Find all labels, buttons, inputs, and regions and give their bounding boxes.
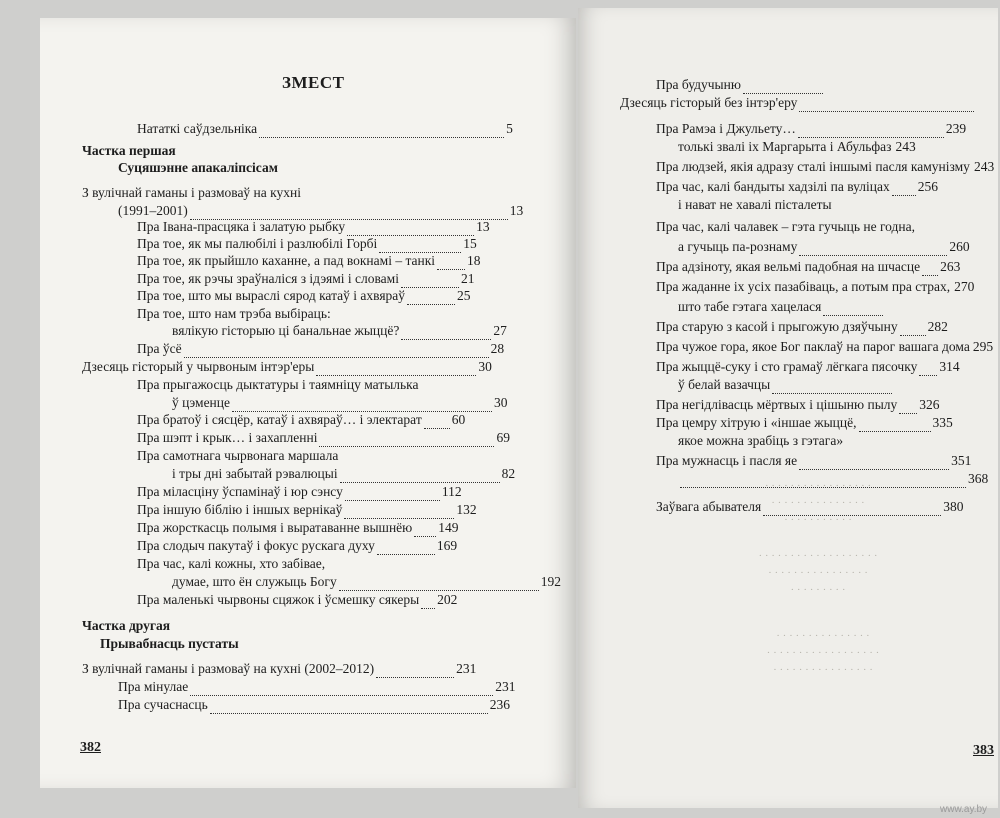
toc-entry: думае, што ён служыць Богу 192 xyxy=(172,574,561,589)
part-title: Суцяшэнне апакаліпсісам xyxy=(118,160,278,175)
toc-entry: Пра ўсё 28 xyxy=(137,341,505,356)
toc-entry: Пра цемру хітрую і «іншае жыццё, 335 xyxy=(656,415,953,430)
page-number: 382 xyxy=(80,740,101,755)
left-page xyxy=(40,18,576,788)
toc-entry: Пра шэпт і крык… і захапленні 69 xyxy=(137,430,510,445)
toc-entry: З вулічнай гаманы і размоваў на кухні xyxy=(82,185,301,200)
toc-entry: якое можна зрабіць з гэтага» xyxy=(678,433,844,448)
page-number: 383 xyxy=(973,743,994,758)
toc-entry: Пра жорсткасць полымя і выратаванне вышнёю 149 xyxy=(137,520,459,535)
toc-entry: Пра мінулае 231 xyxy=(118,679,516,694)
toc-entry: Пра міласціну ўспамінаў і юр сэнсу 112 xyxy=(137,484,462,499)
toc-entry: Пра час, калі бандыты хадзілі па вуліцах 256 xyxy=(656,179,938,194)
watermark: www.ay.by xyxy=(940,804,988,815)
toc-entry: Пра тое, як прыйшло каханне, а пад вокнамі – танкі 18 xyxy=(137,253,481,268)
toc-entry: Нататкі саўдзельніка 5 xyxy=(137,121,513,136)
toc-entry: Пра адзіноту, якая вельмі падобная на шчасце 263 xyxy=(656,259,961,274)
toc-entry: Пра тое, як рэчы зраўналіся з ідэямі і словамі 21 xyxy=(137,271,475,286)
show-through-text: · · · · · · · · · · · · · · · · · · · · · · · · · · · · · · · · · · · · · · · · · · · xyxy=(764,480,872,526)
toc-entry: Пра прыгажосць дыктатуры і таямніцу матылька xyxy=(137,377,419,392)
toc-entry: Пра людзей, якія адразу сталі іншымі пасля камунізму 243 xyxy=(656,159,995,174)
toc-entry: Пра тое, што нам трэба выбіраць: xyxy=(137,306,331,321)
toc-entry: і нават не хавалі пісталеты xyxy=(678,197,832,212)
toc-entry: Дзесяць гісторый у чырвоным інтэр'еры 30 xyxy=(82,359,492,374)
toc-entry: Пра жаданне іх усіх пазабіваць, а потым пра страх, 270 xyxy=(656,279,975,294)
toc-entry: толькі звалі іх Маргарыта і Абульфаз 243 xyxy=(678,139,916,154)
toc-entry: Пра старую з касой і прыгожую дзяўчыну 282 xyxy=(656,319,948,334)
toc-entry: Пра мужнасць і пасля яе 351 xyxy=(656,453,972,468)
part-label: Частка першая xyxy=(82,143,176,158)
right-page xyxy=(578,8,998,815)
part-label: Частка другая xyxy=(82,618,171,633)
toc-entry: Дзесяць гісторый без інтэр'еру xyxy=(620,94,976,112)
toc-entry: Пра тое, што мы выраслі сярод катаў і ахвяраў 25 xyxy=(137,288,471,303)
toc-entry: Пра час, калі кожны, хто забівае, xyxy=(137,556,326,571)
toc-entry: Пра самотнага чырвонага маршала xyxy=(137,448,339,463)
show-through-text: · · · · · · · · · · · · · · · · · · · · · · · · · · · · · · · · · · · · · · · · · · · · xyxy=(758,550,878,596)
toc-entry: Пра слодыч пакутаў і фокус рускага духу 169 xyxy=(137,538,458,553)
show-through-text: · · · · · · · · · · · · · · · · · · · · · · · · · · · · · · · · · · · · · · · · · · · · · · · · · xyxy=(766,630,880,676)
page-title: ЗМЕСТ xyxy=(282,73,345,92)
toc-entry: вялікую гісторыю ці банальнае жыццё? 27 xyxy=(172,323,507,338)
toc-entry: (1991–2001) 13 xyxy=(118,203,524,218)
toc-entry: Пра час, калі чалавек – гэта гучыць не годна, xyxy=(656,219,915,234)
toc-entry: а гучыць па-рознаму 260 xyxy=(678,239,970,254)
toc-entry: Пра маленькі чырвоны сцяжок і ўсмешку сякеры 202 xyxy=(137,592,458,607)
toc-entry: Пра іншую біблію і іншых вернікаў 132 xyxy=(137,502,477,517)
toc-entry: 368 xyxy=(678,470,988,488)
toc-entry: Пра Івана-прасцяка і залатую рыбку 13 xyxy=(137,219,490,234)
toc-entry: ў белай вазачцы xyxy=(678,376,894,394)
toc-entry: Пра жыццё-суку і сто грамаў лёгкага пясочку 314 xyxy=(656,359,960,374)
toc-entry: Заўвага абывателя 380 xyxy=(656,499,964,514)
toc-entry: Пра братоў і сясцёр, катаў і ахвяраў… і электарат 60 xyxy=(137,412,466,427)
toc-entry: Пра Рамэа і Джульету… 239 xyxy=(656,121,967,136)
part-title: Прывабнасць пустаты xyxy=(100,636,239,651)
toc-entry: і тры дні забытай рэвалюцыі 82 xyxy=(172,466,516,481)
toc-entry: што табе гэтага хацелася xyxy=(678,298,885,316)
toc-entry: Пра сучаснасць 236 xyxy=(118,697,511,712)
toc-entry: ў цэменце 30 xyxy=(172,395,508,410)
toc-entry: Пра негідлівасць мёртвых і цішыню пылу 326 xyxy=(656,397,940,412)
toc-entry: Пра чужое гора, якое Бог паклаў на парог вашага дома 295 xyxy=(656,339,994,354)
toc-entry: Пра будучыню xyxy=(656,76,825,94)
toc-entry: Пра тое, як мы палюбілі і разлюбілі Горбі 15 xyxy=(137,236,477,251)
toc-entry: З вулічнай гаманы і размоваў на кухні (2002–2012) 231 xyxy=(82,661,477,676)
